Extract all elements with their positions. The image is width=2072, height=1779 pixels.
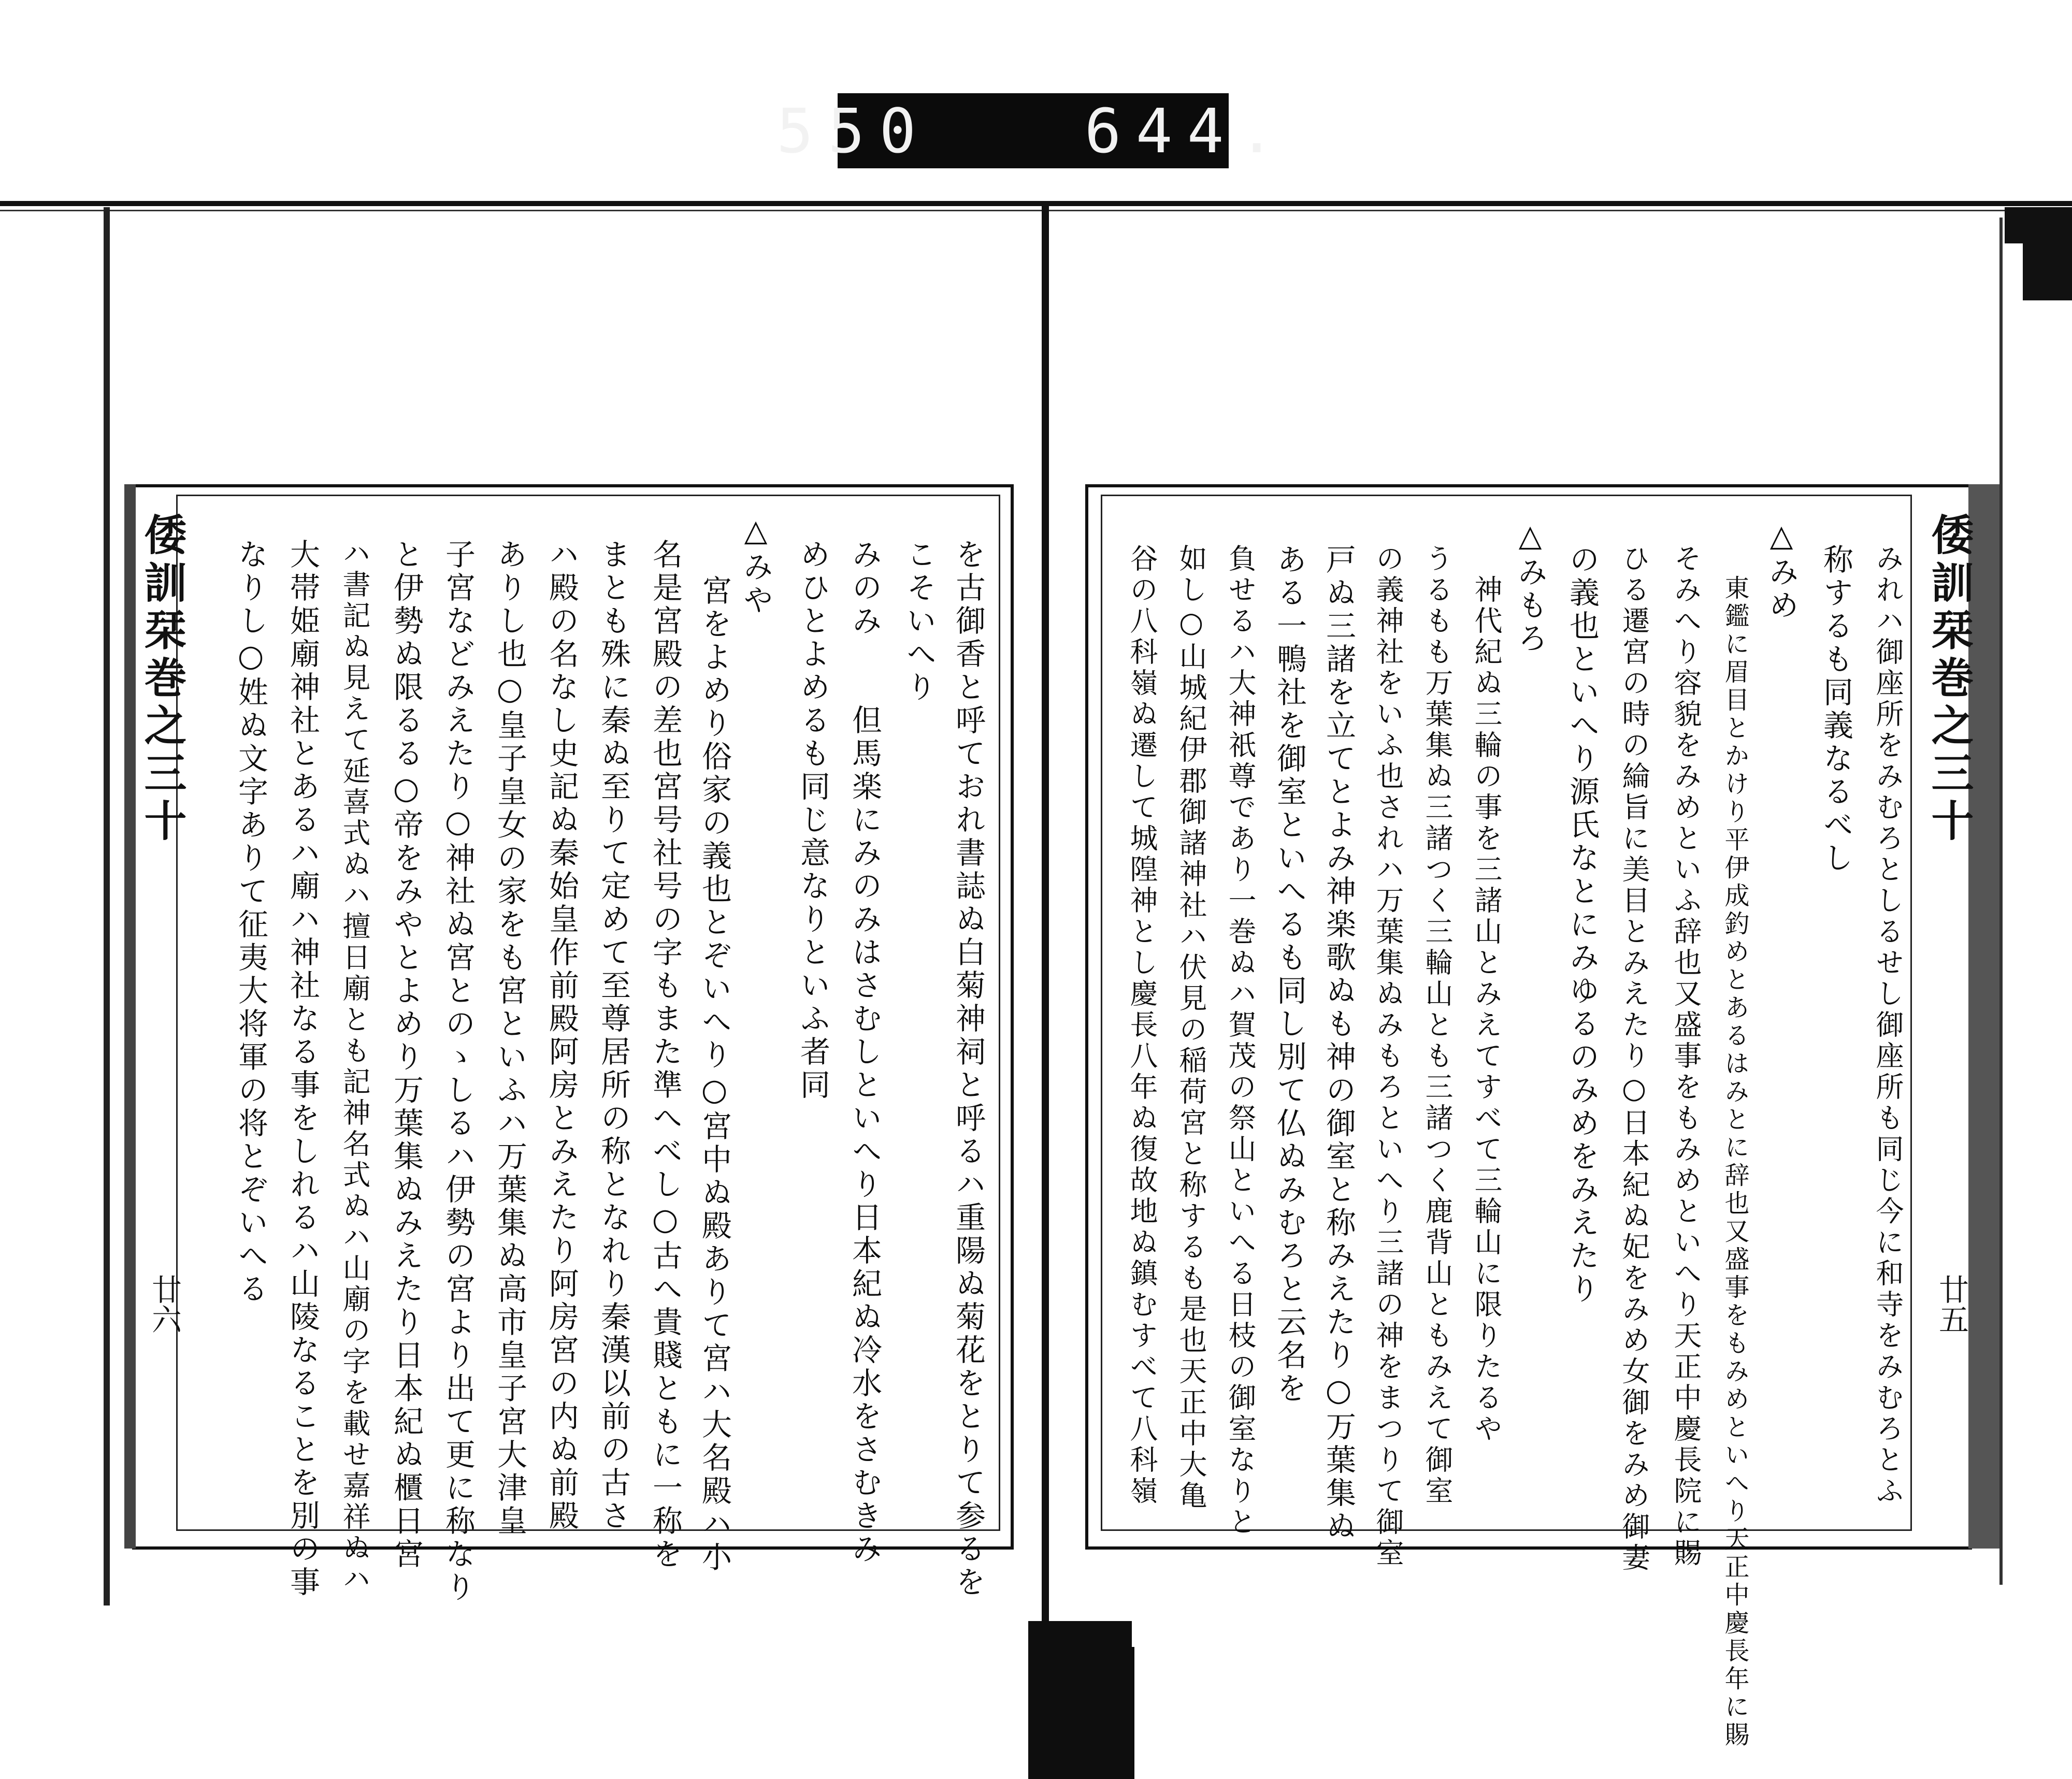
right-col-6: ひる遷宮の時の綸旨に美目とみえたり○日本紀ぬ妃をみめ女御をみめ御妻 (1618, 544, 1650, 1574)
left-col-9: ハ殿の名なし史記ぬ秦始皇作前殿阿房とみえたり阿房宮の内ぬ前殿 (544, 539, 579, 1533)
left-col-8: まとも殊に秦ぬ至りて定めて至尊居所の称となれり秦漢以前の古さ (596, 539, 631, 1533)
right-page-edge (1999, 218, 2003, 1585)
right-col-9: 神代紀ぬ三輪の事を三諸山とみえてすべて三輪山に限りたるや (1470, 575, 1503, 1445)
right-col-2: 称するも同義なるべし (1818, 544, 1853, 875)
catalog-number-text: 550 644. (776, 95, 1290, 167)
right-col-16: 谷の八科嶺ぬ遷して城隍神とし慶長八年ぬ復故地ぬ鎮むすべて八科嶺 (1126, 544, 1158, 1507)
left-col-14: 大帯姫廟神社とあるハ廟ハ神社なる事をしれるハ山陵なることを別の事 (285, 539, 320, 1599)
left-col-11: 子宮などみえたり○神社ぬ宮とのゝしるハ伊勢の宮より出て更に称なり (440, 539, 476, 1604)
left-col-5-heading: △みや (738, 513, 773, 617)
left-col-3: みのみ 但馬楽にみのみはさむしといへり日本紀ぬ冷水をさむきみ (847, 539, 882, 1566)
left-col-7: 名是宮殿の差也宮号社号の字もまた準へべし○古へ貴賤ともに一称を (648, 539, 683, 1571)
right-binding-shadow-lower (2023, 238, 2072, 300)
top-rule (0, 201, 2072, 206)
left-col-4: めひとよめるも同じ意なりといふ者同 (795, 539, 830, 1102)
catalog-number-label (776, 93, 1290, 168)
left-col-2: こそいへり (901, 539, 937, 704)
spine-gutter (1042, 202, 1049, 1631)
right-col-8-heading: △みもろ (1513, 518, 1548, 656)
left-page-folio: 廿六 (147, 1274, 182, 1334)
bottom-spine-shadow-step (1093, 1647, 1134, 1779)
right-col-13: ある一鴨社を御室といへるも同し別て仏ぬみむろと云名を (1272, 544, 1307, 1406)
right-col-5: そみへり容貌をみめといふ辞也又盛事をもみめといへり天正中慶長院に賜 (1670, 544, 1702, 1569)
right-col-3-heading: △みめ (1764, 518, 1799, 623)
left-col-1: を古御香と呼ておれ書誌ぬ白菊神祠と呼るハ重陽ぬ菊花をとりて参るを (951, 539, 986, 1599)
right-col-15: 如し○山城紀伊郡御諸神社ハ伏見の稲荷宮と称するも是也天正中大亀 (1175, 544, 1207, 1512)
right-col-4: 東鑑に眉目とかけり平伊成釣めとあるはみとに辞也又盛事をもみめといへり天正中慶長年に賜 (1720, 575, 1749, 1749)
left-col-15: なりし○姓ぬ文字ありて征夷大将軍の将とぞいへる (233, 539, 268, 1306)
right-col-12: 戸ぬ三諸を立てとよみ神楽歌ぬも神の御室と称みえたり○万葉集ぬ (1321, 544, 1356, 1543)
left-col-12: と伊勢ぬ限るる○帝をみやとよめり万葉集ぬみえたり日本紀ぬ櫃日宮 (388, 539, 424, 1571)
top-rule-secondary (0, 210, 2072, 211)
left-page-edge (104, 207, 110, 1606)
left-page-margin-title: 倭訓栞巻之三十 (137, 513, 187, 846)
right-col-1: みれハ御座所をみむろとしるせし御座所も同じ今に和寺をみむろとふ (1872, 544, 1904, 1507)
right-page-folio: 廿五 (1934, 1274, 1969, 1334)
right-col-10: うるもも万葉集ぬ三諸つく三輪山とも三諸つく鹿背山ともみえて御室 (1421, 544, 1454, 1507)
right-page-margin-title: 倭訓栞巻之三十 (1924, 513, 1974, 846)
right-col-7: の義也といへり源氏なとにみゆるのみめをみえたり (1564, 544, 1600, 1306)
right-col-11: の義神社をいふ也されハ万葉集ぬみもろといへり三諸の神をまつりて御室 (1372, 544, 1404, 1569)
left-col-13: ハ書記ぬ見えて延喜式ぬハ擅日廟とも記神名式ぬハ山廟の字を載せ嘉祥ぬハ (338, 539, 371, 1595)
left-col-6: 宮をよめり俗家の義也とぞいへり○宮中ぬ殿ありて宮ハ大名殿ハ小 (697, 575, 732, 1574)
right-col-14: 負せるハ大神祇尊であり一巻ぬハ賀茂の祭山といへる日枝の御室なりと (1224, 544, 1257, 1538)
left-col-10: ありし也○皇子皇女の家をも宮といふハ万葉集ぬ高市皇子宮大津皇 (492, 539, 527, 1538)
